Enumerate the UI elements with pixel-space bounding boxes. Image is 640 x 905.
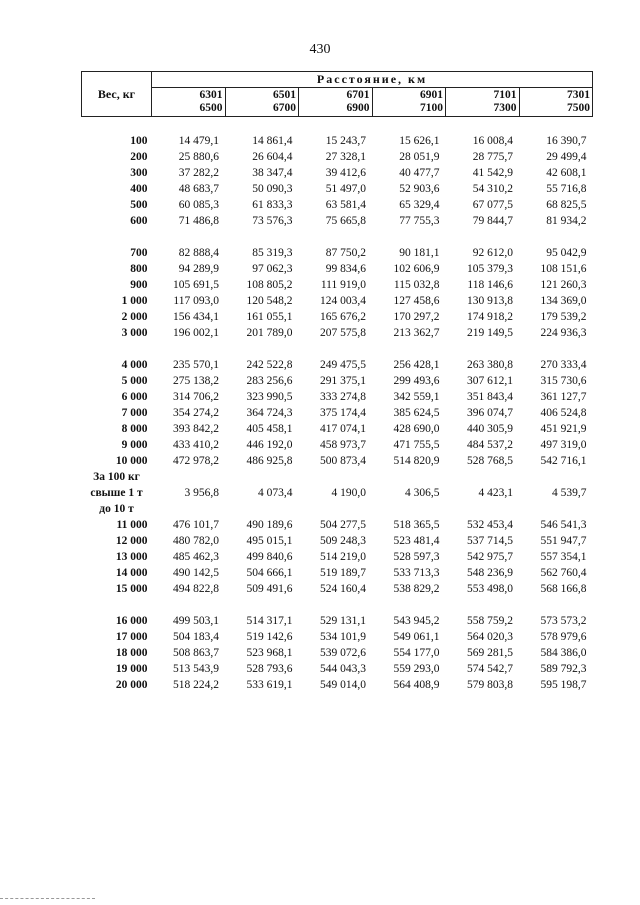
price-cell: 323 990,5 <box>246 391 293 403</box>
price-cell: 342 559,1 <box>393 391 440 403</box>
empty-cell <box>446 501 520 517</box>
table-row <box>82 277 593 293</box>
price-cell: 529 131,1 <box>320 615 366 627</box>
price-cell: 95 042,9 <box>546 247 587 259</box>
price-cell: 428 690,0 <box>393 423 440 435</box>
price-cell: 354 274,2 <box>173 407 219 419</box>
range-from: 6901 <box>420 89 443 101</box>
price-cell: 28 775,7 <box>472 151 513 163</box>
price-cell: 542 716,1 <box>540 455 587 467</box>
price-cell: 375 174,4 <box>320 407 366 419</box>
table-body <box>82 117 593 694</box>
price-cell: 85 319,3 <box>252 247 293 259</box>
price-cell: 509 248,3 <box>320 535 366 547</box>
price-cell: 28 051,9 <box>399 151 440 163</box>
price-cell: 207 575,8 <box>320 327 366 339</box>
price-cell: 564 408,9 <box>393 679 440 691</box>
price-cell: 111 919,0 <box>320 279 366 291</box>
weight-cell: 200 <box>130 151 148 163</box>
extra-rate-row <box>82 501 593 517</box>
weight-cell: 8 000 <box>121 423 148 435</box>
price-cell: 433 410,2 <box>173 439 219 451</box>
price-cell: 559 293,0 <box>393 663 440 675</box>
price-cell: 73 576,3 <box>252 215 293 227</box>
price-cell: 115 032,8 <box>393 279 440 291</box>
price-cell: 476 101,7 <box>173 519 219 531</box>
price-cell: 108 805,2 <box>246 279 293 291</box>
table-row <box>82 677 593 693</box>
price-cell: 50 090,3 <box>252 183 293 195</box>
price-cell: 518 224,2 <box>173 679 219 691</box>
price-cell: 490 142,5 <box>173 567 219 579</box>
price-cell: 27 328,1 <box>325 151 366 163</box>
price-cell: 201 789,0 <box>246 327 293 339</box>
table-row <box>82 389 593 405</box>
range-from: 6301 <box>199 89 223 101</box>
weight-cell: 19 000 <box>115 663 148 675</box>
price-cell: 528 793,6 <box>246 663 293 675</box>
weight-cell: 2 000 <box>121 311 148 323</box>
extra-rate-cell: 4 306,5 <box>405 487 440 499</box>
price-cell: 54 310,2 <box>472 183 513 195</box>
price-cell: 524 160,4 <box>320 583 366 595</box>
price-cell: 500 873,4 <box>320 455 366 467</box>
price-cell: 364 724,3 <box>246 407 293 419</box>
table-row <box>82 533 593 549</box>
table-row <box>82 213 593 229</box>
price-cell: 557 354,1 <box>540 551 587 563</box>
price-cell: 117 093,0 <box>173 295 219 307</box>
weight-cell: 300 <box>130 167 148 179</box>
price-cell: 97 062,3 <box>252 263 293 275</box>
price-cell: 533 713,3 <box>393 567 440 579</box>
price-cell: 494 822,8 <box>173 583 219 595</box>
price-cell: 361 127,7 <box>540 391 587 403</box>
price-cell: 562 760,4 <box>540 567 587 579</box>
range-to: 7100 <box>420 102 443 114</box>
price-cell: 25 880,6 <box>178 151 219 163</box>
distance-range-row <box>82 88 593 117</box>
price-cell: 558 759,2 <box>467 615 513 627</box>
table-row <box>82 645 593 661</box>
price-cell: 446 192,0 <box>246 439 293 451</box>
weight-cell: 15 000 <box>115 583 148 595</box>
empty-cell <box>372 469 446 485</box>
table-row <box>82 629 593 645</box>
price-cell: 539 072,6 <box>320 647 366 659</box>
price-cell: 417 074,1 <box>320 423 366 435</box>
price-cell: 79 844,7 <box>472 215 513 227</box>
price-cell: 299 493,6 <box>393 375 440 387</box>
price-cell: 499 503,1 <box>173 615 219 627</box>
price-cell: 495 015,1 <box>246 535 293 547</box>
price-cell: 134 369,0 <box>540 295 587 307</box>
price-cell: 15 243,7 <box>325 135 366 147</box>
range-from: 6701 <box>346 89 370 101</box>
page-number: 430 <box>309 42 331 57</box>
range-from: 7301 <box>567 89 591 101</box>
weight-cell: 17 000 <box>115 631 148 643</box>
spacer-row <box>82 117 593 134</box>
price-cell: 523 481,4 <box>393 535 440 547</box>
price-cell: 14 861,4 <box>252 135 293 147</box>
table-row <box>82 373 593 389</box>
price-cell: 124 003,4 <box>320 295 366 307</box>
price-cell: 578 979,6 <box>540 631 587 643</box>
price-cell: 213 362,7 <box>393 327 440 339</box>
price-cell: 75 665,8 <box>325 215 366 227</box>
range-to: 6500 <box>199 102 223 114</box>
extra-rate-cell: 3 956,8 <box>184 487 219 499</box>
price-cell: 161 055,1 <box>246 311 293 323</box>
price-cell: 499 840,6 <box>246 551 293 563</box>
empty-cell <box>152 469 226 485</box>
price-cell: 121 260,3 <box>540 279 587 291</box>
spacer-row <box>82 597 593 613</box>
weight-cell: 7 000 <box>121 407 148 419</box>
price-cell: 485 462,3 <box>173 551 219 563</box>
price-cell: 538 829,2 <box>393 583 440 595</box>
price-cell: 543 945,2 <box>393 615 440 627</box>
price-cell: 504 666,1 <box>246 567 293 579</box>
price-cell: 108 151,6 <box>540 263 587 275</box>
price-cell: 514 317,1 <box>246 615 293 627</box>
distance-header: Расстояние, км <box>152 72 593 88</box>
table-header <box>82 72 593 117</box>
price-cell: 480 782,0 <box>173 535 219 547</box>
price-cell: 504 277,5 <box>320 519 366 531</box>
table-row <box>82 149 593 165</box>
weight-column-header: Вес, кг <box>82 72 152 117</box>
price-cell: 219 149,5 <box>467 327 513 339</box>
price-cell: 573 573,2 <box>540 615 587 627</box>
price-cell: 484 537,2 <box>467 439 513 451</box>
price-cell: 504 183,4 <box>173 631 219 643</box>
table-row <box>82 133 593 149</box>
price-cell: 554 177,0 <box>393 647 440 659</box>
price-cell: 291 375,1 <box>320 375 366 387</box>
table-row <box>82 181 593 197</box>
table-row <box>82 549 593 565</box>
price-cell: 242 522,8 <box>246 359 293 371</box>
distance-range-header <box>372 88 446 117</box>
range-to: 7300 <box>493 102 517 114</box>
price-cell: 584 386,0 <box>540 647 587 659</box>
price-cell: 351 843,4 <box>467 391 513 403</box>
extra-rate-row <box>82 485 593 501</box>
price-cell: 249 475,5 <box>320 359 366 371</box>
price-cell: 315 730,6 <box>540 375 587 387</box>
price-cell: 568 166,8 <box>540 583 587 595</box>
range-to: 6700 <box>273 102 296 114</box>
price-cell: 102 606,9 <box>393 263 440 275</box>
extra-rate-cell: 4 539,7 <box>552 487 587 499</box>
distance-range-header <box>446 88 520 117</box>
price-cell: 574 542,7 <box>467 663 513 675</box>
table-row <box>82 661 593 677</box>
table-row <box>82 565 593 581</box>
price-cell: 15 626,1 <box>399 135 440 147</box>
price-cell: 61 833,3 <box>252 199 293 211</box>
table-row <box>82 309 593 325</box>
price-cell: 497 319,0 <box>540 439 587 451</box>
price-cell: 42 608,1 <box>546 167 587 179</box>
price-cell: 41 542,9 <box>472 167 513 179</box>
weight-cell: 18 000 <box>115 647 148 659</box>
price-cell: 537 714,5 <box>467 535 513 547</box>
extra-rate-row <box>82 469 593 485</box>
price-cell: 82 888,4 <box>178 247 219 259</box>
price-cell: 385 624,5 <box>393 407 440 419</box>
price-cell: 29 499,4 <box>546 151 587 163</box>
price-cell: 314 706,2 <box>173 391 219 403</box>
price-cell: 90 181,1 <box>399 247 440 259</box>
range-from: 6501 <box>273 89 296 101</box>
price-cell: 569 281,5 <box>467 647 513 659</box>
tariff-table <box>81 71 593 693</box>
price-cell: 174 918,2 <box>467 311 513 323</box>
price-cell: 67 077,5 <box>472 199 513 211</box>
extra-rate-cell: 4 073,4 <box>258 487 293 499</box>
price-cell: 65 329,4 <box>399 199 440 211</box>
table-row <box>82 197 593 213</box>
empty-cell <box>372 501 446 517</box>
price-cell: 393 842,2 <box>173 423 219 435</box>
price-cell: 105 691,5 <box>173 279 219 291</box>
price-cell: 60 085,3 <box>178 199 219 211</box>
table-row <box>82 517 593 533</box>
weight-cell: 9 000 <box>121 439 148 451</box>
price-cell: 534 101,9 <box>320 631 366 643</box>
price-cell: 508 863,7 <box>173 647 219 659</box>
price-cell: 519 189,7 <box>320 567 366 579</box>
price-cell: 528 768,5 <box>467 455 513 467</box>
price-cell: 256 428,1 <box>393 359 440 371</box>
price-cell: 105 379,3 <box>467 263 513 275</box>
price-cell: 307 612,1 <box>467 375 513 387</box>
price-cell: 87 750,2 <box>325 247 366 259</box>
weight-cell: 4 000 <box>121 359 148 371</box>
price-cell: 406 524,8 <box>540 407 587 419</box>
weight-cell: 12 000 <box>115 535 148 547</box>
empty-cell <box>225 501 299 517</box>
price-cell: 553 498,0 <box>467 583 513 595</box>
empty-cell <box>446 469 520 485</box>
extra-rate-cell: 4 190,0 <box>331 487 366 499</box>
price-cell: 48 683,7 <box>178 183 219 195</box>
price-cell: 579 803,8 <box>467 679 513 691</box>
price-cell: 55 716,8 <box>546 183 587 195</box>
empty-cell <box>519 501 593 517</box>
range-to: 6900 <box>346 102 370 114</box>
weight-cell: 900 <box>130 279 148 291</box>
price-cell: 472 978,2 <box>173 455 219 467</box>
price-cell: 595 198,7 <box>540 679 587 691</box>
table-row <box>82 261 593 277</box>
spacer-row <box>82 341 593 357</box>
price-cell: 118 146,6 <box>467 279 513 291</box>
price-cell: 92 612,0 <box>472 247 513 259</box>
table-row <box>82 453 593 469</box>
weight-cell: 800 <box>130 263 148 275</box>
price-cell: 396 074,7 <box>467 407 513 419</box>
price-cell: 532 453,4 <box>467 519 513 531</box>
table-row <box>82 325 593 341</box>
weight-cell: 20 000 <box>115 679 148 691</box>
range-to: 7500 <box>567 102 591 114</box>
price-cell: 224 936,3 <box>540 327 587 339</box>
price-cell: 40 477,7 <box>399 167 440 179</box>
spacer-row <box>82 229 593 245</box>
price-cell: 458 973,7 <box>320 439 366 451</box>
weight-cell: 14 000 <box>115 567 148 579</box>
weight-cell: 3 000 <box>121 327 148 339</box>
price-cell: 26 604,4 <box>252 151 293 163</box>
price-cell: 513 543,9 <box>173 663 219 675</box>
empty-cell <box>152 501 226 517</box>
extra-rate-label: до 10 т <box>99 503 134 515</box>
weight-cell: 100 <box>130 135 148 147</box>
price-cell: 275 138,2 <box>173 375 219 387</box>
price-cell: 130 913,8 <box>467 295 513 307</box>
table-row <box>82 421 593 437</box>
price-cell: 52 903,6 <box>399 183 440 195</box>
extra-rate-cell: 4 423,1 <box>478 487 513 499</box>
price-cell: 486 925,8 <box>246 455 293 467</box>
price-cell: 283 256,6 <box>246 375 293 387</box>
table-row <box>82 245 593 261</box>
weight-cell: 600 <box>130 215 148 227</box>
extra-rate-label: свыше 1 т <box>90 487 143 499</box>
price-cell: 564 020,3 <box>467 631 513 643</box>
empty-cell <box>299 469 373 485</box>
price-cell: 63 581,4 <box>325 199 366 211</box>
price-cell: 405 458,1 <box>246 423 293 435</box>
price-cell: 120 548,2 <box>246 295 293 307</box>
weight-cell: 400 <box>130 183 148 195</box>
price-cell: 51 497,0 <box>325 183 366 195</box>
distance-range-header <box>225 88 299 117</box>
price-cell: 37 282,2 <box>178 167 219 179</box>
empty-cell <box>225 469 299 485</box>
price-cell: 514 219,0 <box>320 551 366 563</box>
table-row <box>82 357 593 373</box>
weight-cell: 5 000 <box>121 375 148 387</box>
price-cell: 170 297,2 <box>393 311 440 323</box>
price-cell: 548 236,9 <box>467 567 513 579</box>
empty-cell <box>519 469 593 485</box>
price-cell: 235 570,1 <box>173 359 219 371</box>
price-cell: 38 347,4 <box>252 167 293 179</box>
weight-cell: 500 <box>130 199 148 211</box>
range-from: 7101 <box>493 89 517 101</box>
price-cell: 81 934,2 <box>546 215 587 227</box>
price-cell: 518 365,5 <box>393 519 440 531</box>
table-row <box>82 437 593 453</box>
extra-rate-label: За 100 кг <box>93 471 140 483</box>
price-cell: 333 274,8 <box>320 391 366 403</box>
price-cell: 39 412,6 <box>325 167 366 179</box>
price-cell: 270 333,4 <box>540 359 587 371</box>
weight-cell: 16 000 <box>115 615 148 627</box>
price-cell: 471 755,5 <box>393 439 440 451</box>
price-cell: 514 820,9 <box>393 455 440 467</box>
weight-cell: 6 000 <box>121 391 148 403</box>
price-cell: 490 189,6 <box>246 519 293 531</box>
weight-cell: 11 000 <box>116 519 148 531</box>
table-row <box>82 581 593 597</box>
price-cell: 523 968,1 <box>246 647 293 659</box>
empty-cell <box>299 501 373 517</box>
price-cell: 77 755,3 <box>399 215 440 227</box>
price-cell: 542 975,7 <box>467 551 513 563</box>
weight-cell: 700 <box>130 247 148 259</box>
price-cell: 99 834,6 <box>325 263 366 275</box>
price-cell: 16 390,7 <box>546 135 587 147</box>
price-cell: 14 479,1 <box>178 135 219 147</box>
table-row <box>82 405 593 421</box>
price-cell: 196 002,1 <box>173 327 219 339</box>
price-cell: 549 061,1 <box>393 631 440 643</box>
price-cell: 551 947,7 <box>540 535 587 547</box>
price-cell: 544 043,3 <box>320 663 366 675</box>
price-cell: 263 380,8 <box>467 359 513 371</box>
price-cell: 451 921,9 <box>540 423 587 435</box>
price-cell: 165 676,2 <box>320 311 366 323</box>
price-cell: 156 434,1 <box>173 311 219 323</box>
table-row <box>82 293 593 309</box>
weight-cell: 10 000 <box>115 455 148 467</box>
price-cell: 179 539,2 <box>540 311 587 323</box>
price-cell: 71 486,8 <box>178 215 219 227</box>
price-cell: 546 541,3 <box>540 519 587 531</box>
price-cell: 509 491,6 <box>246 583 293 595</box>
weight-cell: 1 000 <box>121 295 148 307</box>
weight-cell: 13 000 <box>115 551 148 563</box>
price-cell: 549 014,0 <box>320 679 366 691</box>
price-cell: 68 825,5 <box>546 199 587 211</box>
price-cell: 127 458,6 <box>393 295 440 307</box>
price-cell: 94 289,9 <box>178 263 219 275</box>
table-row <box>82 165 593 181</box>
price-cell: 519 142,6 <box>246 631 293 643</box>
price-cell: 589 792,3 <box>540 663 587 675</box>
table-row <box>82 613 593 629</box>
distance-range-header <box>519 88 593 117</box>
distance-range-header <box>299 88 373 117</box>
price-cell: 528 597,3 <box>393 551 440 563</box>
distance-range-header <box>152 88 226 117</box>
price-cell: 16 008,4 <box>472 135 513 147</box>
price-cell: 533 619,1 <box>246 679 293 691</box>
price-cell: 440 305,9 <box>467 423 513 435</box>
footer-divider <box>0 898 95 899</box>
